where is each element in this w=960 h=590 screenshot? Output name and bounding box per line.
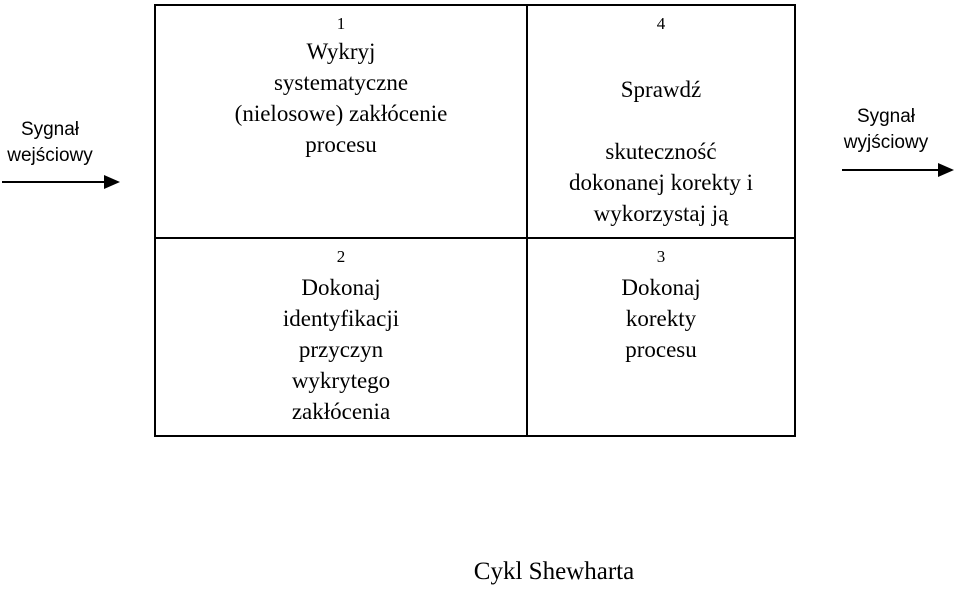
cell-4-number: 4: [656, 14, 666, 33]
cell-2-identify: [156, 247, 526, 427]
input-arrow-icon: [0, 174, 124, 190]
cell-2-number: 2: [336, 247, 346, 266]
cell-1-line: procesu: [305, 132, 377, 157]
cell-3-correct: [528, 247, 794, 365]
cell-2-text: [156, 272, 526, 427]
cell-3-line: procesu: [625, 337, 697, 362]
output-arrow-icon: [840, 162, 960, 178]
cell-4-text: [528, 136, 794, 229]
cell-1-detect: [156, 14, 526, 160]
cell-3-text: [528, 272, 794, 365]
diagram-caption: Cykl Shewharta: [473, 558, 635, 585]
cell-4-line: dokonanej korekty i: [569, 170, 753, 195]
cell-4-heading: Sprawdź: [620, 77, 702, 102]
output-signal-line: Sygnał: [856, 106, 916, 127]
cell-3-line: korekty: [625, 306, 697, 331]
cell-4-verify: [528, 14, 794, 229]
cell-2-line: identyfikacji: [282, 306, 400, 331]
output-signal-line: wyjściowy: [843, 132, 929, 153]
cell-1-line: Wykryj: [306, 39, 376, 64]
horizontal-divider: [154, 237, 796, 239]
cell-3-line: Dokonaj: [621, 275, 701, 300]
cell-1-line: systematyczne: [273, 70, 409, 95]
cell-1-text: [156, 36, 526, 160]
input-signal-label: [0, 117, 100, 169]
cell-2-line: zakłócenia: [291, 399, 391, 424]
cell-2-line: Dokonaj: [301, 275, 381, 300]
cell-4-line: wykorzystaj ją: [593, 201, 729, 226]
cell-1-line: (nielosowe) zakłócenie: [234, 101, 448, 126]
cell-4-line: skuteczność: [605, 139, 717, 164]
output-signal-label: [830, 104, 942, 156]
input-signal-line: Sygnał: [20, 119, 80, 140]
input-signal-line: wejściowy: [7, 145, 93, 166]
cell-1-number: 1: [336, 14, 346, 33]
cell-2-line: przyczyn: [298, 337, 384, 362]
cell-3-number: 3: [656, 247, 666, 266]
cell-2-line: wykrytego: [291, 368, 391, 393]
